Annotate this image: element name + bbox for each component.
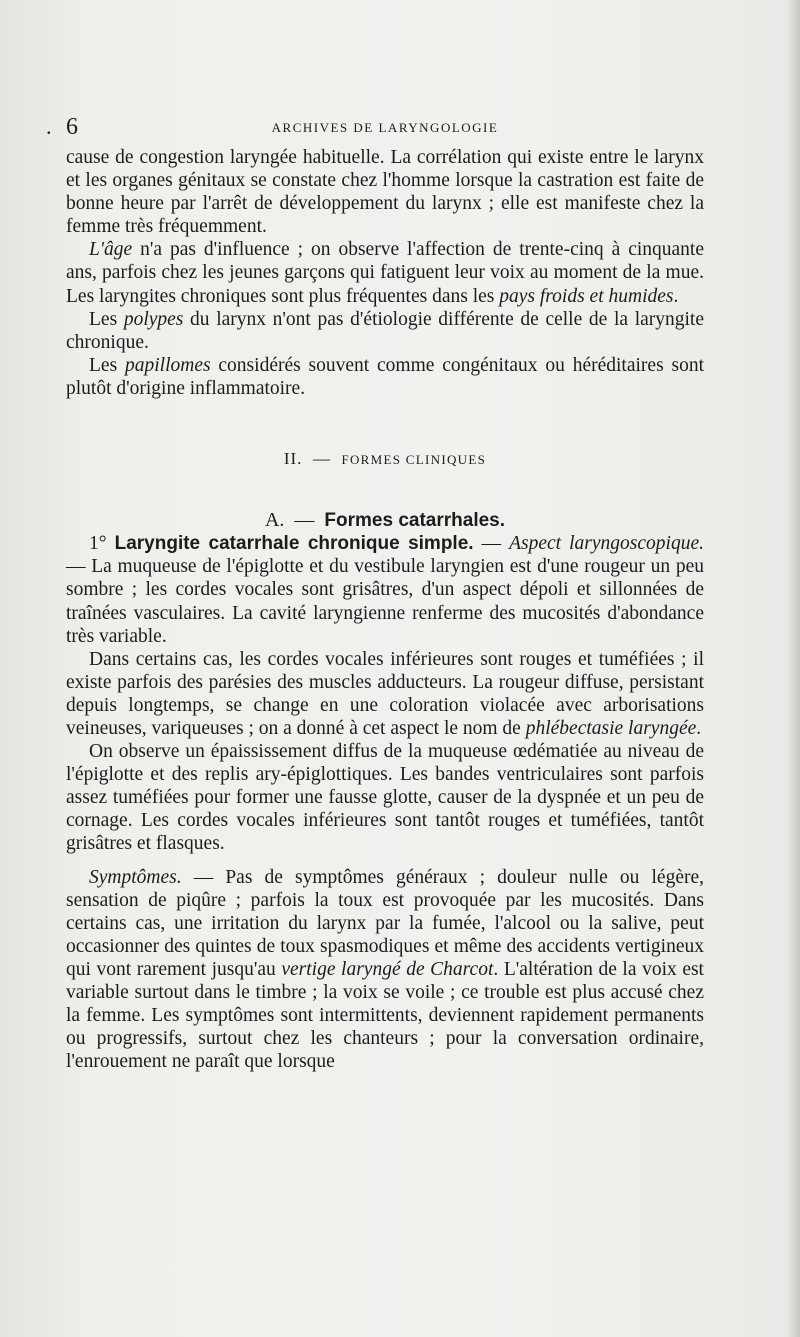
page-number: 6 [66, 114, 78, 140]
paragraph-polypes: Les polypes du larynx n'ont pas d'étiologie différente de celle de la laryngite chronique. [66, 308, 705, 353]
polypes-term: polypes [123, 308, 184, 330]
running-title: ARCHIVES DE LARYNGOLOGIE [271, 120, 499, 135]
paragraph-certains-cas: Dans certains cas, les cordes vocales inférieures sont rouges et tuméfiées ; il existe parfois des parésies des muscles adducteurs. La rougeur diffuse, persistant depuis longtemps, se change en une coloration violacée avec arborisations veineuses, variqueuses ; on a donné à cet aspect le nom de phlébectasie laryngée. [66, 648, 704, 739]
subhead-number: 1° [89, 533, 107, 555]
page-edge-shadow [786, 0, 800, 1337]
climate-term: pays froids et humides [499, 285, 674, 307]
age-term: L'âge [89, 239, 133, 261]
paragraph-age: L'âge n'a pas d'influence ; on observe l'affection de trente-cinq à cinquante ans, parfois chez les jeunes garçons qui fatiguent leur voix au moment de la mue. Les laryngites chroniques sont plus fréquentes dans les pays froids et humides. [66, 239, 704, 307]
aspect-term: Aspect laryngoscopique. [509, 533, 704, 555]
subsection-heading: A. — Formes catarrhales. [264, 509, 506, 532]
paragraph-symptomes: Symptômes. — Pas de symptômes généraux ; douleur nulle ou légère, sensation de piqûre ; parfois la toux est provoquée par les mucosités. Dans certains cas, une irritation du larynx par la fumée, l'alcool ou la salive, peut occasionner des quintes de toux spasmodiques et même des accidents vertigineux qui vont rarement jusqu'au vertige laryngé de Charcot. L'altération de la voix est variable surtout dans le timbre ; la voix se voile ; ce trouble est plus accusé chez la femme. Les symptômes sont intermittents, deviennent rapidement permanents ou progressifs, surtout chez les chanteurs ; pour la conversation ordinaire, l'enrouement ne paraît que lorsque [66, 866, 704, 1073]
papillomes-term: papillomes [124, 354, 211, 376]
paragraph-congestion: cause de congestion laryngée habituelle. La corrélation qui existe entre le larynx et les organes génitaux se constate chez l'homme lorsque la castration est faite de bonne heure par l'arrêt de développement du larynx ; elle est manifeste chez la femme très fréquemment. [66, 147, 704, 238]
section-heading: II. — FORMES CLINIQUES [283, 449, 487, 469]
page-header [46, 110, 704, 146]
symptomes-term: Symptômes. [89, 866, 182, 888]
subhead-title: Laryngite catarrhale chronique simple. [114, 533, 474, 555]
phlebectasie-term: phlébectasie laryngée [525, 717, 697, 739]
margin-dot: . [46, 114, 52, 139]
subsection-title: Formes catarrhales. [324, 510, 506, 532]
section-title: FORMES CLINIQUES [341, 452, 487, 468]
paragraph-papillomes: Les papillomes considérés souvent comme congénitaux ou héréditaires sont plutôt d'origine inflammatoire. [66, 354, 704, 399]
paragraph-aspect: 1° Laryngite catarrhale chronique simple. — Aspect laryngoscopique. — La muqueuse de l'épiglotte et du vestibule laryngien est d'une rougeur un peu sombre ; les cordes vocales sont grisâtres, d'un aspect dépoli et sillonnées de traînées vasculaires. La cavité laryngienne renferme des mucosités d'abondance très variable. [66, 533, 704, 647]
page-body [66, 146, 704, 1073]
charcot-term: vertige laryngé de Charcot [281, 958, 494, 980]
paragraph-epaississement: On observe un épaississement diffus de la muqueuse œdématiée au niveau de l'épiglotte et des replis ary-épiglottiques. Les bandes ventriculaires sont parfois assez tuméfiées pour former une fausse glotte, causer de la dyspnée et un peu de cornage. Les cordes vocales inférieures sont tantôt rouges et tuméfiées, tantôt grisâtres et flasques. [66, 741, 704, 855]
